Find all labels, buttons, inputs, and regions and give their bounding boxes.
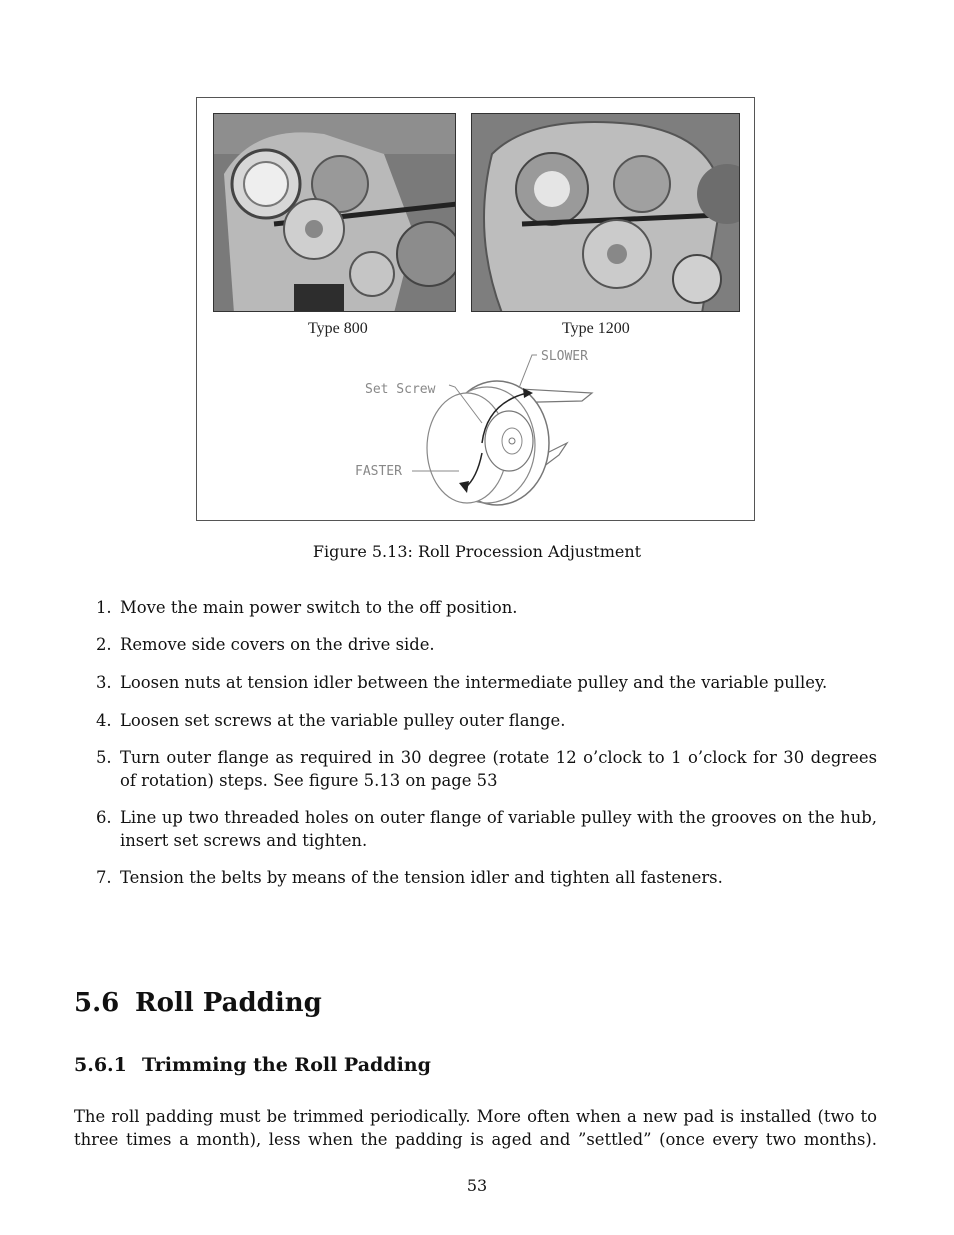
step-text: Move the main power switch to the off position.	[120, 598, 518, 617]
step-text: Remove side covers on the drive side.	[120, 635, 435, 654]
step-number: 4.	[96, 711, 112, 730]
step-text: Loosen nuts at tension idler between the intermediate pulley and the variable pulley.	[120, 673, 828, 692]
section-heading	[74, 988, 322, 1018]
page-number: 53	[466, 1176, 488, 1195]
step-3	[96, 671, 877, 709]
label-slower: SLOWER	[541, 349, 588, 364]
step-number: 6.	[96, 808, 112, 827]
label-set-screw: Set Screw	[365, 382, 436, 397]
figure-caption: Figure 5.13: Roll Procession Adjustment	[312, 542, 642, 561]
step-number: 1.	[96, 598, 112, 617]
step-7	[96, 866, 877, 889]
photo-type-800-image	[214, 114, 456, 312]
section-title-text: Roll Padding	[135, 988, 322, 1018]
figure-frame	[196, 97, 755, 521]
photo-type-1200-image	[472, 114, 740, 312]
photo-type-800	[213, 113, 456, 312]
step-5	[96, 746, 877, 806]
body-paragraph: The roll padding must be trimmed periodically. More often when a new pad is installed (two to three times a month), less when the padding is aged and ”settled” (once every two months).	[74, 1107, 877, 1149]
step-text: Line up two threaded holes on outer flange of variable pulley with the grooves on the hub, insert set screws and tighten.	[120, 808, 877, 850]
photo-type-1200	[471, 113, 740, 312]
photo-caption-type-800: Type 800	[308, 320, 368, 337]
step-text: Tension the belts by means of the tension idler and tighten all fasteners.	[120, 868, 723, 887]
step-6	[96, 806, 877, 866]
subsection-number: 5.6.1	[74, 1054, 127, 1076]
pulley-diagram	[197, 343, 753, 518]
procedure-steps	[96, 596, 877, 889]
photo-caption-type-1200: Type 1200	[562, 320, 630, 337]
step-1	[96, 596, 877, 633]
step-4	[96, 709, 877, 746]
subsection-heading	[74, 1054, 431, 1076]
step-text: Turn outer flange as required in 30 degree (rotate 12 o’clock to 1 o’clock for 30 degrees of rotation) steps. See figure 5.13 on page 53	[120, 748, 877, 790]
step-number: 3.	[96, 673, 112, 692]
step-number: 7.	[96, 868, 112, 887]
step-2	[96, 633, 877, 671]
step-number: 5.	[96, 748, 112, 767]
label-faster: FASTER	[355, 464, 402, 479]
section-number: 5.6	[74, 988, 120, 1018]
step-number: 2.	[96, 635, 112, 654]
step-text: Loosen set screws at the variable pulley outer flange.	[120, 711, 566, 730]
subsection-title-text: Trimming the Roll Padding	[142, 1054, 431, 1076]
